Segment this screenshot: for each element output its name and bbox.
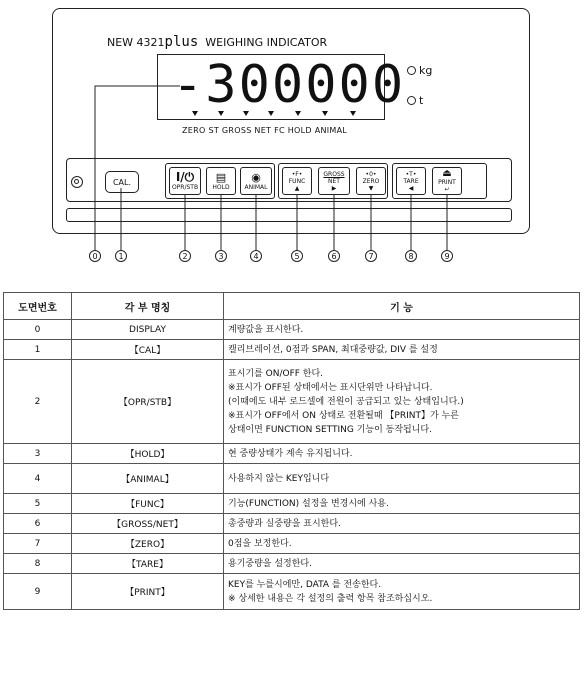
- callout-8: 8: [405, 250, 417, 262]
- function-line: 용기중량을 설정한다.: [228, 558, 312, 569]
- row-part-name: DISPLAY: [72, 320, 224, 340]
- callout-9: 9: [441, 250, 453, 262]
- function-line: 0점을 보정한다.: [228, 538, 292, 549]
- indicator-gross: GROSS: [221, 126, 252, 135]
- table-row: [4, 514, 580, 534]
- gross-label: GROSS: [323, 170, 345, 178]
- row-function: [224, 340, 580, 360]
- header-number: 도면번호: [4, 293, 72, 320]
- function-line: ※ 상세한 내용은 각 설정의 출력 항목 참조하십시오.: [228, 593, 433, 604]
- function-line: 캘리브레이션, 0점과 SPAN, 최대중량값, DIV 를 설정: [228, 344, 438, 355]
- row-number: 6: [4, 514, 72, 534]
- table-row: [4, 554, 580, 574]
- model-name: NEW 4321: [107, 36, 165, 49]
- printer-icon: ⏏: [442, 168, 452, 179]
- function-line: 계량값을 표시한다.: [228, 324, 304, 335]
- function-line: 총중량과 실중량을 표시한다.: [228, 518, 341, 529]
- row-function: [224, 360, 580, 444]
- model-plus: plus: [164, 34, 199, 50]
- callout-3: 3: [215, 250, 227, 262]
- function-line: 표시기를 ON/OFF 한다.: [228, 368, 324, 379]
- key-function-table: [3, 292, 580, 610]
- row-part-name: 【ZERO】: [72, 534, 224, 554]
- row-number: 4: [4, 464, 72, 494]
- row-part-name: 【GROSS/NET】: [72, 514, 224, 534]
- power-icon: I/⏻: [175, 170, 195, 184]
- function-line: KEY를 누를시에만, DATA 를 전송한다.: [228, 579, 382, 590]
- callout-leaders: [0, 0, 585, 270]
- row-function: [224, 514, 580, 534]
- table-header-row: [4, 293, 580, 320]
- callout-4: 4: [250, 250, 262, 262]
- indicator-fc: FC: [274, 126, 285, 135]
- callout-0: 0: [89, 250, 101, 262]
- indicator-hold: HOLD: [287, 126, 312, 135]
- callout-7: 7: [365, 250, 377, 262]
- print-label: PRINT: [438, 179, 456, 186]
- row-number: 1: [4, 340, 72, 360]
- row-function: [224, 464, 580, 494]
- cal-button-label: CAL.: [112, 177, 132, 187]
- row-number: 5: [4, 494, 72, 514]
- table-row: [4, 494, 580, 514]
- function-line: 사용하지 않는 KEY입니다: [228, 473, 330, 484]
- header-part-name: 각 부 명칭: [72, 293, 224, 320]
- unit-kg-label: kg: [419, 64, 433, 77]
- row-number: 8: [4, 554, 72, 574]
- row-part-name: 【PRINT】: [72, 574, 224, 610]
- enter-icon: ↵: [444, 186, 450, 193]
- function-line: (이때에도 내부 로드셀에 전원이 공급되고 있는 상태입니다.): [228, 396, 464, 407]
- indicator-zero: ZERO: [182, 126, 206, 135]
- display-value: -300000: [172, 55, 406, 115]
- function-line: ※표시가 OFF된 상태에서는 표시단위만 나타납니다.: [228, 382, 433, 393]
- net-label: NET: [328, 177, 340, 185]
- row-number: 2: [4, 360, 72, 444]
- row-part-name: 【HOLD】: [72, 444, 224, 464]
- animal-label: ANIMAL: [244, 183, 268, 191]
- up-arrow-icon: ▲: [294, 184, 300, 192]
- row-number: 3: [4, 444, 72, 464]
- callout-5: 5: [291, 250, 303, 262]
- table-row: [4, 360, 580, 444]
- device-name: WEIGHING INDICATOR: [205, 36, 328, 49]
- function-line: 기능(FUNCTION) 설정을 변경시에 사용.: [228, 498, 389, 509]
- row-function: [224, 534, 580, 554]
- down-arrow-icon: ▼: [368, 184, 374, 192]
- tare-label: TARE: [403, 177, 419, 185]
- floppy-icon: ▤: [215, 170, 227, 184]
- function-line: 현 중량상태가 계속 유지됩니다.: [228, 448, 353, 459]
- callout-6: 6: [328, 250, 340, 262]
- row-part-name: 【ANIMAL】: [72, 464, 224, 494]
- indicator-animal: ANIMAL: [314, 126, 348, 135]
- zero-label: ZERO: [362, 177, 380, 185]
- row-part-name: 【FUNC】: [72, 494, 224, 514]
- row-function: [224, 554, 580, 574]
- table-row: [4, 464, 580, 494]
- row-function: [224, 574, 580, 610]
- row-part-name: 【TARE】: [72, 554, 224, 574]
- zero-top-label: •0•: [365, 170, 377, 178]
- callout-2: 2: [179, 250, 191, 262]
- left-arrow-icon: ◀: [408, 184, 414, 192]
- func-top-label: •F•: [291, 170, 303, 178]
- row-function: [224, 494, 580, 514]
- unit-t-label: t: [419, 94, 424, 107]
- table-row: [4, 340, 580, 360]
- hold-label: HOLD: [212, 183, 230, 191]
- row-part-name: 【CAL】: [72, 340, 224, 360]
- table-row: [4, 444, 580, 464]
- indicator-net: NET: [254, 126, 272, 135]
- row-number: 7: [4, 534, 72, 554]
- opr-stb-label: OPR/STB: [171, 184, 199, 191]
- callout-line-0: [95, 86, 180, 250]
- function-line: ※표시가 OFF에서 ON 상태로 전환될때 【PRINT】가 누른: [228, 410, 459, 421]
- callout-1: 1: [115, 250, 127, 262]
- function-line: 상태이면 FUNCTION SETTING 기능이 동작됩니다.: [228, 424, 432, 435]
- table-row: [4, 574, 580, 610]
- row-part-name: 【OPR/STB】: [72, 360, 224, 444]
- header-function: 기 능: [224, 293, 580, 320]
- table-row: [4, 534, 580, 554]
- row-function: [224, 444, 580, 464]
- table-row: [4, 320, 580, 340]
- right-arrow-icon: ▶: [331, 184, 337, 192]
- row-function: [224, 320, 580, 340]
- tare-top-label: •T•: [405, 170, 417, 178]
- indicator-st: ST: [208, 126, 220, 135]
- row-number: 0: [4, 320, 72, 340]
- row-number: 9: [4, 574, 72, 610]
- func-label: FUNC: [288, 177, 306, 185]
- pig-icon: ◉: [251, 170, 261, 184]
